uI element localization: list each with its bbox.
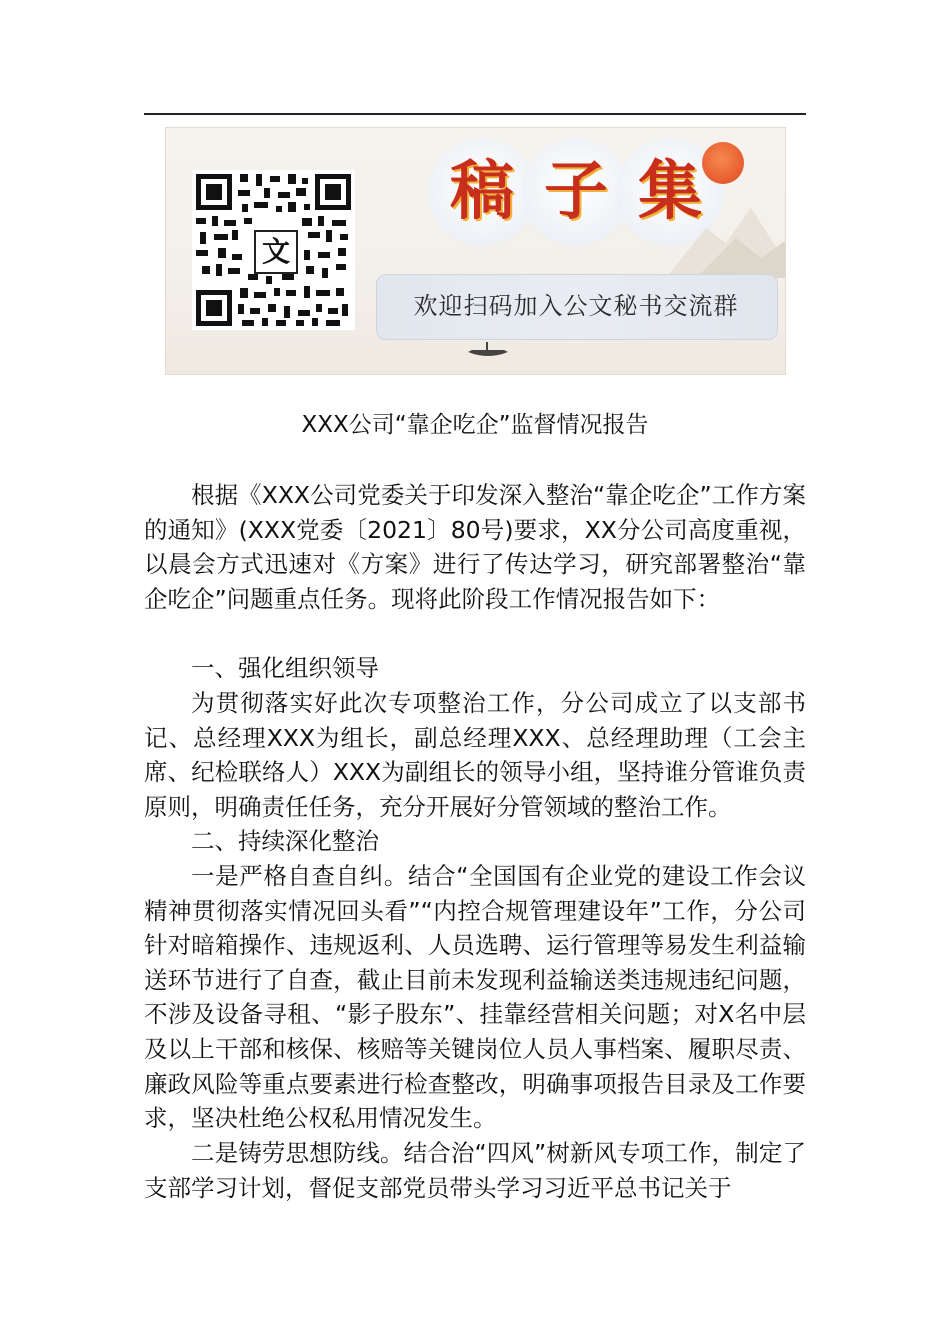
boat-decoration	[466, 340, 510, 360]
qr-code	[192, 170, 355, 330]
section-heading-2: 二、持续深化整治	[191, 827, 379, 855]
slogan-text: 欢迎扫码加入公文秘书交流群	[413, 292, 739, 320]
promo-banner	[165, 127, 786, 375]
paragraph-intro: 根据《XXX公司党委关于印发深入整治“靠企吃企”工作方案的通知》(XXX党委〔2021〕80号)要求，XX分公司高度重视，以晨会方式迅速对《方案》进行了传达学习，研究部署整治“靠企吃企”问题重点任务。现将此阶段工作情况报告如下：	[144, 481, 806, 613]
mountain-decoration	[666, 188, 786, 278]
sun-decoration	[702, 142, 744, 184]
paragraph-organization: 为贯彻落实好此次专项整治工作，分公司成立了以支部书记、总经理XXX为组长，副总经理XXX、总经理助理（工会主席、纪检联络人）XXX为副组长的领导小组，坚持谁分管谁负责原则，明确责任任务，充分开展好分管领域的整治工作。	[144, 689, 806, 821]
section-heading-1: 一、强化组织领导	[191, 654, 379, 682]
paragraph-ideology: 二是铸劳思想防线。结合治“四风”树新风专项工作，制定了支部学习计划，督促支部党员带头学习习近平总书记关于	[144, 1139, 806, 1202]
brand-char-2: 子	[544, 154, 608, 229]
paragraph-self-inspection: 一是严格自查自纠。结合“全国国有企业党的建设工作会议精神贯彻落实情况回头看”“内控合规管理建设年”工作，分公司针对暗箱操作、违规返利、人员选聘、运行管理等易发生利益输送环节进行了自查，截止目前未发现利益输送类违规违纪问题，不涉及设备寻租、“影子股东”、挂靠经营相关问题；对X名中层及以上干部和核保、核赔等关键岗位人员人事档案、履职尽责、廉政风险等重点要素进行检查整改，明确事项报告目录及工作要求，坚决杜绝公权私用情况发生。	[144, 862, 806, 1133]
qr-center-logo: 文	[254, 230, 298, 274]
header-rule	[144, 113, 806, 115]
document-title: XXX公司“靠企吃企”监督情况报告	[301, 412, 649, 438]
brand-char-3: 集	[638, 154, 702, 229]
brand-char-1: 稿	[450, 154, 514, 229]
